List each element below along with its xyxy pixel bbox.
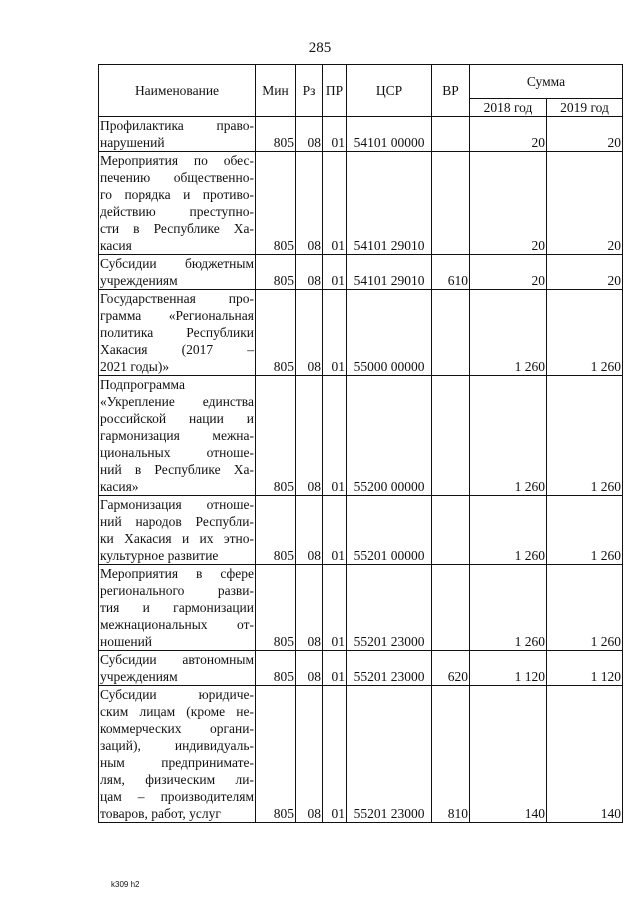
row-name-line: Мероприятия по обес-	[100, 153, 254, 168]
row-name-line: печению общественно-	[100, 170, 254, 185]
row-amount-2018: 1 260	[470, 376, 547, 496]
row-pr: 01	[323, 376, 347, 496]
row-min: 805	[256, 686, 296, 823]
row-amount-2019: 20	[547, 117, 623, 152]
row-name-line: Государственная про-	[100, 291, 254, 306]
row-vr	[432, 152, 470, 255]
header-year-2019: 2019 год	[547, 99, 623, 117]
header-name: Наименование	[99, 65, 256, 117]
row-rz: 08	[296, 651, 323, 686]
row-min: 805	[256, 565, 296, 651]
row-csr: 55201 23000	[347, 686, 432, 823]
row-name-line: тия и гармонизации	[100, 600, 254, 615]
row-rz: 08	[296, 255, 323, 290]
row-pr: 01	[323, 255, 347, 290]
row-vr	[432, 565, 470, 651]
row-rz: 08	[296, 290, 323, 376]
row-amount-2019: 1 260	[547, 376, 623, 496]
row-amount-2018: 20	[470, 255, 547, 290]
row-pr: 01	[323, 152, 347, 255]
row-min: 805	[256, 496, 296, 565]
header-sum: Сумма	[470, 65, 623, 99]
row-name	[99, 686, 256, 823]
row-name-line: ний в Республике Ха-	[100, 462, 254, 477]
header-vr: ВР	[432, 65, 470, 117]
row-name-line: Хакасия (2017 –	[100, 342, 254, 357]
row-name-line: цам – производителям	[100, 789, 254, 804]
row-amount-2018: 1 120	[470, 651, 547, 686]
row-name-line: Субсидии автономным	[100, 652, 254, 667]
row-name-line: политика Республики	[100, 325, 254, 340]
row-name-line: 2021 годы)»	[100, 359, 170, 374]
row-name	[99, 651, 256, 686]
row-amount-2019: 140	[547, 686, 623, 823]
row-amount-2019: 1 120	[547, 651, 623, 686]
row-vr	[432, 376, 470, 496]
row-name-line: действию преступно-	[100, 204, 254, 219]
row-amount-2019: 20	[547, 255, 623, 290]
row-name	[99, 255, 256, 290]
row-csr: 55200 00000	[347, 376, 432, 496]
row-name-line: грамма «Региональная	[100, 308, 254, 323]
row-amount-2018: 20	[470, 152, 547, 255]
table-row	[99, 376, 623, 496]
row-name-line: лям, физическим ли-	[100, 772, 254, 787]
row-name-line: ным предпринимате-	[100, 755, 254, 770]
table-row	[99, 152, 623, 255]
row-csr: 54101 29010	[347, 255, 432, 290]
row-rz: 08	[296, 152, 323, 255]
row-name-line: ки Хакасия и их этно-	[100, 531, 254, 546]
row-pr: 01	[323, 290, 347, 376]
table-row	[99, 117, 623, 152]
row-min: 805	[256, 376, 296, 496]
row-name-line: культурное развитие	[100, 548, 219, 563]
row-rz: 08	[296, 117, 323, 152]
row-rz: 08	[296, 686, 323, 823]
row-name-line: Гармонизация отноше-	[100, 497, 254, 512]
row-vr: 810	[432, 686, 470, 823]
row-amount-2018: 1 260	[470, 290, 547, 376]
row-csr: 54101 29010	[347, 152, 432, 255]
row-pr: 01	[323, 651, 347, 686]
row-amount-2019: 1 260	[547, 565, 623, 651]
row-min: 805	[256, 152, 296, 255]
row-name-line: товаров, работ, услуг	[100, 806, 221, 821]
row-name-line: ношений	[100, 634, 153, 649]
row-name-line: российской нации и	[100, 411, 254, 426]
row-vr: 620	[432, 651, 470, 686]
row-min: 805	[256, 290, 296, 376]
row-name-line: касия»	[100, 479, 139, 494]
row-vr	[432, 496, 470, 565]
row-name-line: заций), индивидуаль-	[100, 738, 254, 753]
row-name-line: сти в Республике Ха-	[100, 221, 254, 236]
row-name-line: межнациональных от-	[100, 617, 254, 632]
row-name-line: Субсидии бюджетным	[100, 256, 254, 271]
row-name-line: гармонизация межна-	[100, 428, 254, 443]
row-amount-2018: 20	[470, 117, 547, 152]
row-amount-2018: 1 260	[470, 565, 547, 651]
row-amount-2019: 1 260	[547, 290, 623, 376]
row-name-line: ским лицам (кроме не-	[100, 704, 254, 719]
row-vr: 610	[432, 255, 470, 290]
row-pr: 01	[323, 496, 347, 565]
row-name	[99, 565, 256, 651]
row-name-line: регионального разви-	[100, 583, 254, 598]
row-csr: 54101 00000	[347, 117, 432, 152]
row-name-line: «Укрепление единства	[100, 394, 254, 409]
row-min: 805	[256, 117, 296, 152]
row-csr: 55000 00000	[347, 290, 432, 376]
row-rz: 08	[296, 376, 323, 496]
row-vr	[432, 117, 470, 152]
header-pr: ПР	[323, 65, 347, 117]
row-name-line: коммерческих органи-	[100, 721, 254, 736]
row-amount-2018: 1 260	[470, 496, 547, 565]
row-name	[99, 290, 256, 376]
row-amount-2019: 20	[547, 152, 623, 255]
row-name-line: Субсидии юридиче-	[100, 687, 254, 702]
row-csr: 55201 23000	[347, 565, 432, 651]
row-pr: 01	[323, 686, 347, 823]
row-vr	[432, 290, 470, 376]
header-csr: ЦСР	[347, 65, 432, 117]
row-name-line: учреждениям	[100, 669, 178, 684]
table-row	[99, 651, 623, 686]
table-body	[99, 117, 623, 823]
row-name-line: учреждениям	[100, 273, 178, 288]
row-name-line: циональных отноше-	[100, 445, 254, 460]
row-min: 805	[256, 255, 296, 290]
table-row	[99, 255, 623, 290]
row-name-line: Профилактика право-	[100, 118, 254, 133]
row-amount-2019: 1 260	[547, 496, 623, 565]
header-rz: Рз	[296, 65, 323, 117]
table-row	[99, 686, 623, 823]
table-row	[99, 290, 623, 376]
row-name-line: го порядка и противо-	[100, 187, 254, 202]
table-row	[99, 496, 623, 565]
row-name-line: касия	[100, 238, 132, 253]
row-csr: 55201 00000	[347, 496, 432, 565]
row-name	[99, 496, 256, 565]
row-name	[99, 376, 256, 496]
row-pr: 01	[323, 117, 347, 152]
header-min: Мин	[256, 65, 296, 117]
row-pr: 01	[323, 565, 347, 651]
budget-table	[98, 64, 623, 823]
row-name-line: Мероприятия в сфере	[100, 566, 254, 581]
row-rz: 08	[296, 565, 323, 651]
row-name-line: Подпрограмма	[100, 377, 185, 392]
row-amount-2018: 140	[470, 686, 547, 823]
table-row	[99, 565, 623, 651]
row-name-line: ний народов Республи-	[100, 514, 254, 529]
row-name	[99, 117, 256, 152]
footer-code: k309 h2	[111, 880, 140, 889]
header-year-2018: 2018 год	[470, 99, 547, 117]
row-rz: 08	[296, 496, 323, 565]
row-min: 805	[256, 651, 296, 686]
page-number: 285	[308, 40, 332, 56]
row-csr: 55201 23000	[347, 651, 432, 686]
row-name-line: нарушений	[100, 135, 165, 150]
row-name	[99, 152, 256, 255]
